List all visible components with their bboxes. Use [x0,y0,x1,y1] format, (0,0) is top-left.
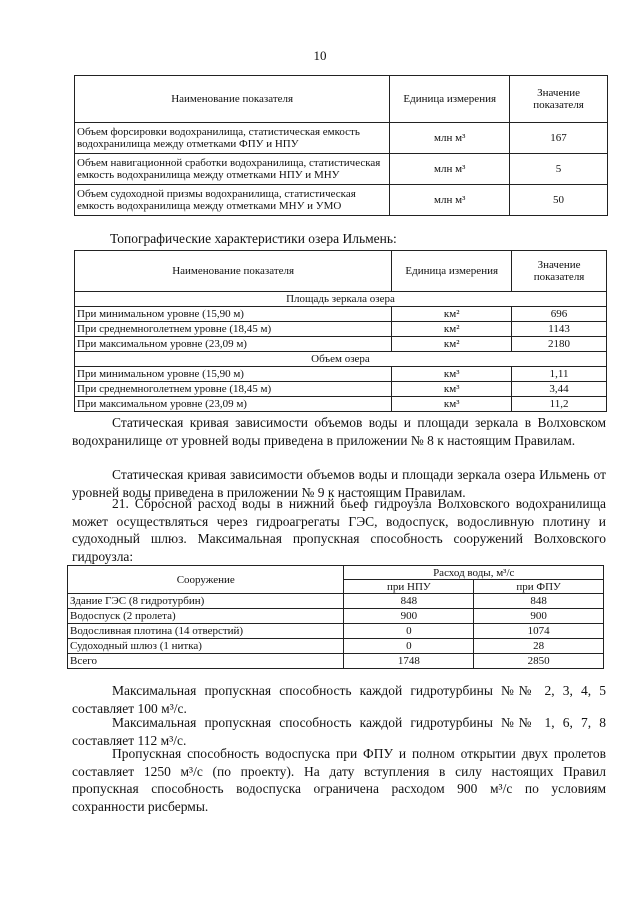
table-row [75,185,608,216]
row-npu: 900 [344,609,474,624]
paragraph-turbines-2-5: Максимальная пропускная способность каждой гидротурбины №№ 2, 3, 4, 5 составляет 100 м³/с. [72,683,606,716]
header-fpu: при ФПУ [474,580,604,594]
row-npu: 0 [344,624,474,639]
row-name: Всего [68,654,344,669]
table-header-row [75,76,608,123]
ilmen-caption: Топографические характеристики озера Ильмень: [110,231,397,246]
row-name: При среднемноголетнем уровне (18,45 м) [75,322,392,337]
row-unit: км² [392,337,512,352]
table-row [75,337,607,352]
table-row [75,154,608,185]
table-row [68,609,604,624]
row-fpu: 2850 [474,654,604,669]
page-number: 10 [313,48,327,63]
table-header-row [75,251,607,292]
row-name: При максимальном уровне (23,09 м) [75,337,392,352]
row-unit: км² [392,307,512,322]
section-row [75,292,607,307]
row-npu: 848 [344,594,474,609]
reservoir-volume-table [74,75,608,216]
paragraph-spillway-capacity: Пропускная способность водоспуска при ФПУ и полном открытии двух пролетов составляет 1250 м³/с (по проекту). На дату вступления в силу настоящих Правил пропускная способность водоспуска ограничена расходом 900 м³/с по условиям сохранности рисбермы. [72,746,606,814]
row-fpu: 900 [474,609,604,624]
row-value: 3,44 [512,382,607,397]
row-unit: млн м³ [390,154,510,185]
row-name: При среднемноголетнем уровне (18,45 м) [75,382,392,397]
section-volume-title: Объем озера [75,352,607,367]
table-row [75,322,607,337]
row-name: Объем навигационной сработки водохранилища, статистическая емкость водохранилища между отметками НПУ и МНУ [75,154,390,185]
header-unit: Единица измерения [390,76,510,123]
section-row [75,352,607,367]
row-name: Водосливная плотина (14 отверстий) [68,624,344,639]
row-name: Судоходный шлюз (1 нитка) [68,639,344,654]
row-name: Здание ГЭС (8 гидротурбин) [68,594,344,609]
header-indicator-name: Наименование показателя [75,76,390,123]
row-fpu: 1074 [474,624,604,639]
header-flow: Расход воды, м³/с [344,566,604,580]
row-fpu: 28 [474,639,604,654]
row-unit: млн м³ [390,123,510,154]
row-value: 50 [510,185,608,216]
row-value: 167 [510,123,608,154]
paragraph-turbines-1-8: Максимальная пропускная способность каждой гидротурбины №№ 1, 6, 7, 8 составляет 112 м³/с. [72,715,606,748]
table-row-total [68,654,604,669]
row-unit: млн м³ [390,185,510,216]
paragraph-ilmen-curve: Статическая кривая зависимости объемов воды и площади зеркала озера Ильмень от уровней воды приведена в приложении № 9 к настоящим Правилам. [72,467,606,500]
table-header-row [68,566,604,580]
row-value: 696 [512,307,607,322]
row-value: 2180 [512,337,607,352]
row-name: При минимальном уровне (15,90 м) [75,307,392,322]
row-fpu: 848 [474,594,604,609]
row-name: Объем форсировки водохранилища, статистическая емкость водохранилища между отметками ФПУ и НПУ [75,123,390,154]
header-npu: при НПУ [344,580,474,594]
header-value: Значение показателя [512,251,607,292]
row-unit: км³ [392,382,512,397]
table-row [75,123,608,154]
header-structure: Сооружение [68,566,344,594]
discharge-capacity-table [67,565,604,669]
row-value: 1,11 [512,367,607,382]
table-row [68,624,604,639]
table-row [75,307,607,322]
table-row [68,594,604,609]
table-row [75,367,607,382]
row-name: Водоспуск (2 пролета) [68,609,344,624]
row-name: При максимальном уровне (23,09 м) [75,397,392,412]
header-value: Значение показателя [510,76,608,123]
row-unit: км³ [392,367,512,382]
row-value: 1143 [512,322,607,337]
header-indicator-name: Наименование показателя [75,251,392,292]
row-unit: км³ [392,397,512,412]
paragraph-volkhov-curve: Статическая кривая зависимости объемов воды и площади зеркала в Волховском водохранилище от уровней воды приведена в приложении № 8 к настоящим Правилам. [72,415,606,448]
row-name: Объем судоходной призмы водохранилища, статистическая емкость водохранилища между отметками МНУ и УМО [75,185,390,216]
row-value: 11,2 [512,397,607,412]
header-unit: Единица измерения [392,251,512,292]
table-row [75,397,607,412]
table-row [75,382,607,397]
table-row [68,639,604,654]
row-npu: 1748 [344,654,474,669]
ilmen-table [74,250,607,412]
row-npu: 0 [344,639,474,654]
row-value: 5 [510,154,608,185]
row-name: При минимальном уровне (15,90 м) [75,367,392,382]
paragraph-item-21: 21. Сбросной расход воды в нижний бьеф гидроузла Волховского водохранилища может осуществляться через гидроагрегаты ГЭС, водоспуск, водосливную плотину и судоходный шлюз. Максимальная пропускная способность сооружений Волховского гидроузла: [72,496,606,564]
row-unit: км² [392,322,512,337]
section-area-title: Площадь зеркала озера [75,292,607,307]
